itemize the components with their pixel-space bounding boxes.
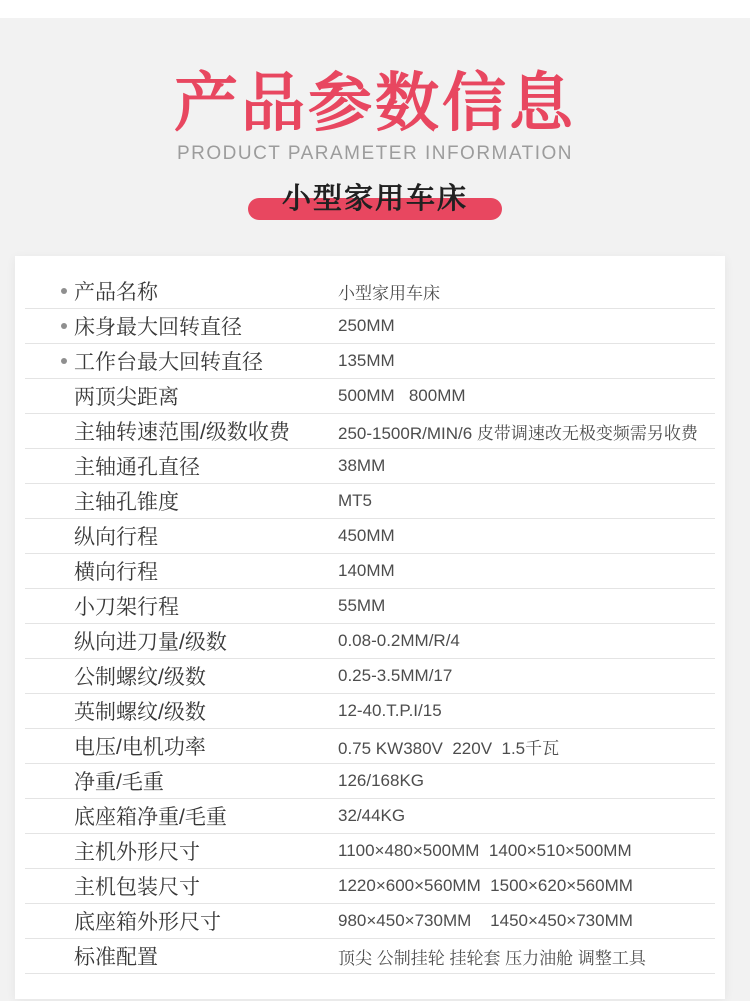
spec-label: 主轴通孔直径 (74, 456, 200, 479)
badge-label: 小型家用车床 (281, 183, 468, 215)
bullet-icon (61, 323, 67, 329)
spec-value: 250MM (338, 316, 395, 335)
table-row (25, 869, 715, 904)
table-row (25, 449, 715, 484)
spec-value: 250-1500R/MIN/6 皮带调速改无极变频需另收费 (338, 423, 698, 443)
table-row (25, 939, 715, 974)
spec-table (15, 256, 725, 999)
spec-label: 净重/毛重 (74, 771, 164, 794)
table-row (25, 519, 715, 554)
spec-label: 纵向进刀量/级数 (74, 631, 227, 654)
spec-label: 主轴转速范围/级数收费 (74, 421, 290, 444)
table-row (25, 344, 715, 379)
table-row (25, 694, 715, 729)
table-row (25, 904, 715, 939)
bullet-icon (61, 358, 67, 364)
top-white-strip (0, 0, 750, 18)
spec-value: 12-40.T.P.I/15 (338, 701, 442, 720)
table-row (25, 799, 715, 834)
table-row (25, 309, 715, 344)
spec-label: 纵向行程 (74, 526, 158, 549)
spec-value: 55MM (338, 596, 386, 615)
spec-label: 电压/电机功率 (74, 736, 206, 759)
spec-value: 1100×480×500MM 1400×510×500MM (338, 841, 632, 860)
spec-value: 小型家用车床 (338, 283, 440, 303)
spec-value: 980×450×730MM 1450×450×730MM (338, 911, 633, 930)
spec-value: 450MM (338, 526, 395, 545)
spec-label: 小刀架行程 (74, 596, 179, 619)
table-row (25, 659, 715, 694)
spec-label: 床身最大回转直径 (74, 316, 242, 339)
spec-value: 1220×600×560MM 1500×620×560MM (338, 876, 633, 895)
spec-value: 0.25-3.5MM/17 (338, 666, 453, 685)
table-row (25, 589, 715, 624)
page-title: 产品参数信息 (174, 67, 576, 139)
spec-label: 产品名称 (74, 281, 158, 304)
spec-value: 32/44KG (338, 806, 406, 825)
table-row (25, 414, 715, 449)
table-row (25, 554, 715, 589)
spec-label: 两顶尖距离 (74, 386, 179, 409)
table-row (25, 274, 715, 309)
spec-label: 主轴孔锥度 (74, 491, 179, 514)
table-row (25, 379, 715, 414)
table-row (25, 834, 715, 869)
spec-value: 500MM 800MM (338, 386, 466, 405)
table-row (25, 729, 715, 764)
page-subtitle: PRODUCT PARAMETER INFORMATION (176, 143, 574, 164)
spec-value: MT5 (338, 491, 372, 510)
spec-label: 标准配置 (74, 946, 158, 969)
bullet-icon (61, 288, 67, 294)
spec-label: 横向行程 (74, 561, 158, 584)
spec-value: 顶尖 公制挂轮 挂轮套 压力油舱 调整工具 (338, 948, 646, 968)
spec-label: 主机包装尺寸 (74, 876, 200, 899)
spec-label: 公制螺纹/级数 (74, 666, 206, 689)
spec-label: 底座箱净重/毛重 (74, 806, 227, 829)
spec-value: 140MM (338, 561, 395, 580)
spec-label: 主机外形尺寸 (74, 841, 200, 864)
table-row (25, 484, 715, 519)
product-badge (248, 182, 502, 216)
spec-value: 0.08-0.2MM/R/4 (338, 631, 460, 650)
spec-label: 英制螺纹/级数 (74, 701, 206, 724)
spec-value: 38MM (338, 456, 386, 475)
spec-label: 工作台最大回转直径 (74, 351, 263, 374)
spec-label: 底座箱外形尺寸 (74, 911, 221, 934)
header (0, 68, 750, 216)
table-row (25, 764, 715, 799)
table-row (25, 624, 715, 659)
spec-value: 126/168KG (338, 771, 425, 790)
spec-value: 135MM (338, 351, 395, 370)
spec-value: 0.75 KW380V 220V 1.5千瓦 (338, 738, 560, 758)
